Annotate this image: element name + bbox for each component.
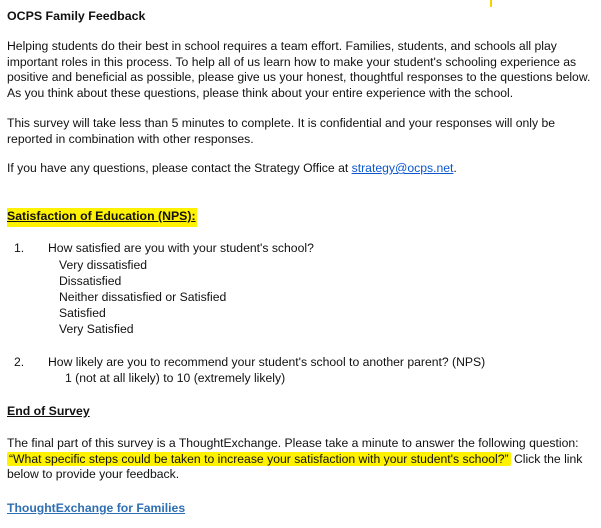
contact-prefix: If you have any questions, please contact the Strategy Office at bbox=[7, 161, 352, 175]
question-two bbox=[14, 355, 584, 371]
question-one bbox=[14, 241, 584, 257]
end-of-survey-heading: End of Survey bbox=[7, 404, 90, 418]
question-one-option-very-satisfied: Very Satisfied bbox=[59, 322, 134, 336]
yellow-corner-mark bbox=[490, 0, 492, 7]
question-two-number: 2. bbox=[14, 355, 25, 369]
intro-paragraph: Helping students do their best in school requires a team effort. Families, students, and schools all play important roles in this process. To help all of us learn how to make your student's schooling experience as positive and beneficial as possible, please give us your honest, thoughtful responses to the questions below. As you think about these questions, please think about your entire experience with the school. bbox=[7, 39, 591, 100]
question-one-number: 1. bbox=[14, 241, 25, 255]
question-one-text: How satisfied are you with your student's school? bbox=[48, 241, 314, 255]
question-one-option-satisfied: Satisfied bbox=[59, 306, 106, 320]
final-instructions bbox=[7, 436, 597, 483]
contact-paragraph bbox=[7, 161, 597, 177]
thoughtexchange-link[interactable]: ThoughtExchange for Families bbox=[7, 501, 186, 515]
satisfaction-section-heading: Satisfaction of Education (NPS): bbox=[7, 208, 197, 227]
final-instructions-after: Click the link below to provide your feedback. bbox=[7, 451, 583, 481]
question-two-scale: 1 (not at all likely) to 10 (extremely likely) bbox=[65, 371, 286, 385]
question-one-option-very-dissatisfied: Very dissatisfied bbox=[59, 258, 148, 272]
final-instructions-before: The final part of this survey is a ThoughtExchange. Please take a minute to answer the following question: bbox=[7, 436, 579, 450]
document-title: OCPS Family Feedback bbox=[7, 9, 146, 23]
question-one-option-neither: Neither dissatisfied or Satisfied bbox=[59, 290, 227, 304]
question-two-text: How likely are you to recommend your student's school to another parent? (NPS) bbox=[48, 355, 486, 369]
highlighted-feedback-question: “What specific steps could be taken to increase your satisfaction with your student's school?” bbox=[9, 451, 509, 466]
question-one-option-dissatisfied: Dissatisfied bbox=[59, 274, 122, 288]
contact-email-link[interactable]: strategy@ocps.net bbox=[351, 161, 454, 175]
survey-duration-paragraph: This survey will take less than 5 minutes to complete. It is confidential and your responses will only be reported in combination with other responses. bbox=[7, 116, 556, 146]
contact-suffix: . bbox=[453, 161, 457, 175]
